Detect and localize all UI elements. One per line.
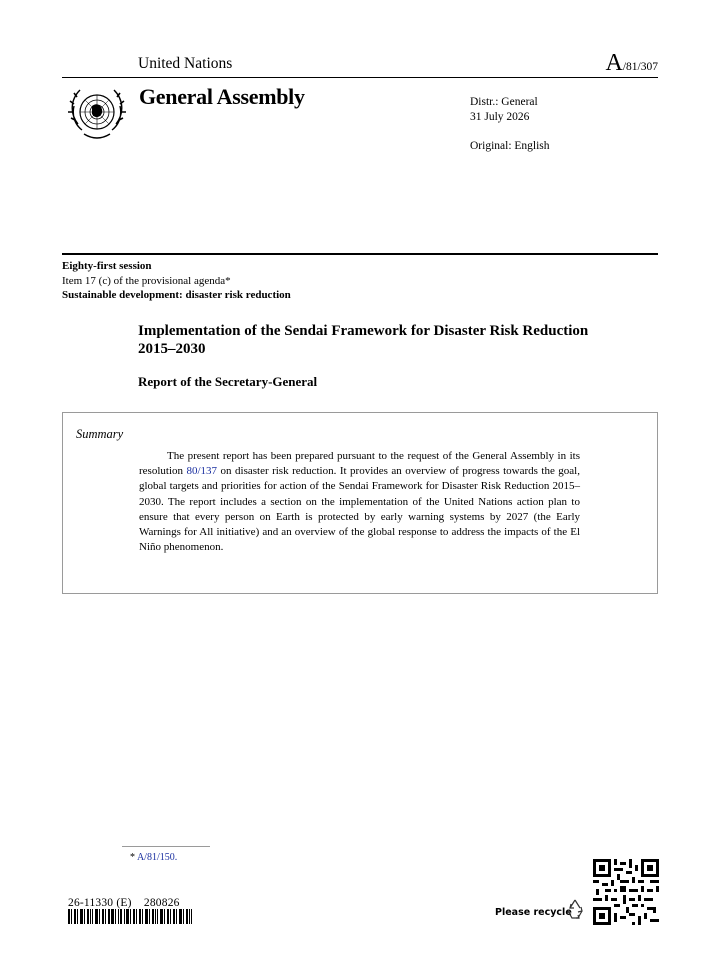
distribution: Distr.: General xyxy=(470,96,538,108)
un-emblem-icon xyxy=(64,84,130,144)
footnote-marker: * xyxy=(130,852,137,863)
agenda-topic: Sustainable development: disaster risk reduction xyxy=(62,289,291,301)
summary-text-end: on disaster risk reduction. It provides an overview of progress towards the goal, global targets and priorities for action of the Sendai Framework for Disaster Risk Reduction 2015–2030. The report includes a section on the implementation of the United Nations action plan to ensure that every person on Earth is protected by early warning systems by 2027 (the Early Warnings for All initiative) and an overview of the global response to address the impacts of the El Niño phenomenon. xyxy=(139,465,580,554)
recycle-label: Please recycle xyxy=(495,907,572,918)
summary-heading: Summary xyxy=(76,427,124,441)
symbol-number: /81/307 xyxy=(622,61,658,73)
footnote-rule xyxy=(122,846,210,847)
qr-code-icon xyxy=(593,859,659,925)
job-number: 26-11330 (E) 280826 xyxy=(68,897,180,909)
symbol-prefix: A xyxy=(605,50,623,76)
summary-paragraph xyxy=(139,449,580,555)
header-rule xyxy=(62,77,658,78)
document-date: 31 July 2026 xyxy=(470,111,530,123)
session-rule xyxy=(62,253,658,255)
session-name: Eighty-first session xyxy=(62,260,152,272)
summary-text-start: The present report has been prepared pursuant to the request of the General Assembly in its resolution xyxy=(139,450,580,478)
footnote xyxy=(130,852,177,863)
recycle-icon xyxy=(563,897,587,921)
barcode-icon xyxy=(68,909,192,924)
organization-name: United Nations xyxy=(138,55,233,72)
distribution-block xyxy=(470,95,550,154)
agenda-item: Item 17 (c) of the provisional agenda* xyxy=(62,274,231,287)
document-symbol xyxy=(606,50,658,77)
session-block xyxy=(62,259,291,303)
original-language: Original: English xyxy=(470,140,550,152)
footnote-link[interactable]: A/81/150. xyxy=(136,852,178,863)
report-title: Implementation of the Sendai Framework for Disaster Risk Reduction 2015–2030 xyxy=(138,323,589,357)
resolution-link[interactable]: 80/137 xyxy=(186,465,218,478)
report-subtitle: Report of the Secretary-General xyxy=(138,374,318,389)
body-name: General Assembly xyxy=(139,84,305,109)
